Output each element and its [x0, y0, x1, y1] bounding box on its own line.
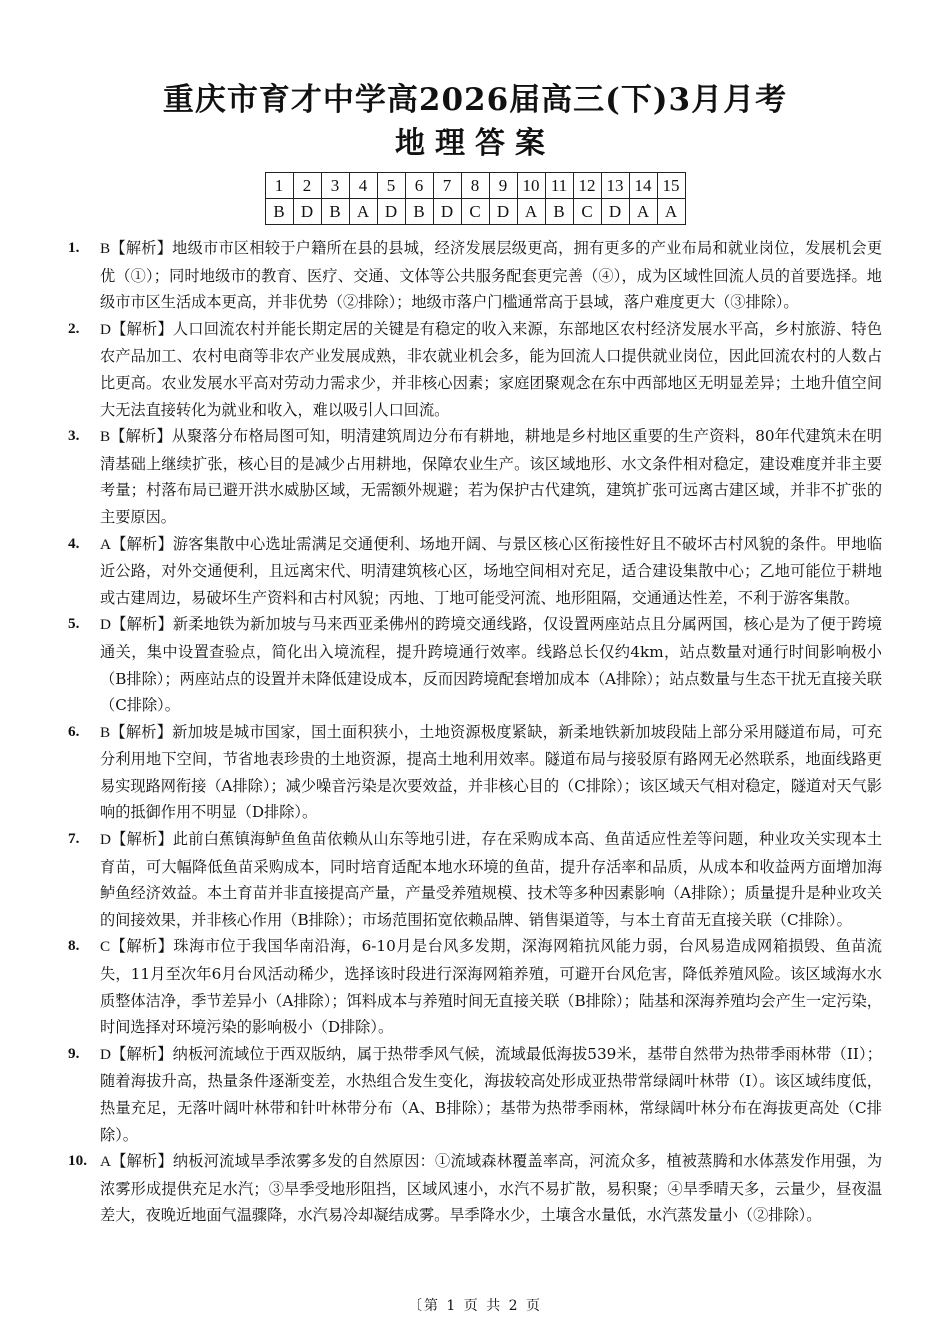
item-explanation-text: 【解析】新加坡是城市国家，国土面积狭小，土地资源极度紧缺，新柔地铁新加坡段陆上部分采用隧道布局，可充分利用地下空间，节省地表珍贵的土地资源，提高土地利用效率。隧道布局与接驳原有路网无必然联系，地面线路更易实现路网衔接（A排除）；减少噪音污染是次要效益，并非核心目的（C排除）；该区域天气相对稳定，隧道对天气影响的抵御作用不明显（D排除）。: [100, 722, 882, 822]
answer-cell: D: [489, 199, 517, 225]
item-number: 1.: [68, 239, 80, 256]
item-number: 10.: [68, 1152, 87, 1170]
question-number-cell: 7: [433, 173, 461, 199]
answer-cell: B: [545, 199, 573, 225]
page-title: 重庆市育才中学高2026届高三(下)3月月考: [162, 82, 788, 118]
item-answer: B: [100, 428, 111, 446]
question-number-cell: 11: [545, 173, 573, 199]
question-number-cell: 14: [629, 173, 657, 199]
explanation-item: [68, 531, 882, 612]
item-answer: D: [100, 320, 111, 338]
question-number-cell: 10: [517, 173, 545, 199]
explanation-list: [68, 235, 882, 1229]
answer-cell: A: [517, 199, 545, 225]
explanation-item: [68, 316, 882, 423]
explanation-item: [68, 423, 882, 530]
item-answer: D: [100, 831, 111, 849]
answer-cell: C: [573, 199, 601, 225]
item-explanation-text: 【解析】纳板河流域位于西双版纳，属于热带季风气候，流域最低海拔539米，基带自然带为热带季雨林带（II）；随着海拔升高，热量条件逐渐变差，水热组合发生变化，海拔较高处形成亚热带常绿阔叶林带（I）。该区域纬度低，热量充足，无落叶阔叶林带和针叶林带分布（A、B排除）；基带为热带季雨林，常绿阔叶林分布在海拔更高处（C排除）。: [100, 1044, 882, 1144]
item-answer: A: [100, 1153, 111, 1171]
item-answer: D: [100, 616, 111, 634]
question-number-cell: 4: [349, 173, 377, 199]
question-number-cell: 6: [405, 173, 433, 199]
page-footer: 〔第 1 页 共 2 页: [407, 1298, 543, 1314]
item-explanation-text: 【解析】地级市市区相较于户籍所在县的县城，经济发展层级更高，拥有更多的产业布局和就业岗位，发展机会更优（①）；同时地级市的教育、医疗、交通、文体等公共服务配套更完善（④），成为区域性回流人员的首要选择。地级市市区生活成本更高，并非优势（②排除）；地级市落户门槛通常高于县域，落户难度更大（③排除）。: [100, 239, 882, 312]
item-explanation-text: 【解析】新柔地铁为新加坡与马来西亚柔佛州的跨境交通线路，仅设置两座站点且分属两国，核心是为了便于跨境通关，集中设置查验点，简化出入境流程，提升跨境通行效率。线路总长仅约4km，站点数量对通行时间影响极小（B排除）；两座站点的设置并未降低建设成本，反而因跨境配套增加成本（A排除）；站点数量与生态干扰无直接关联（C排除）。: [100, 615, 882, 715]
item-number: 8.: [68, 937, 80, 955]
item-explanation-text: 【解析】从聚落分布格局图可知，明清建筑周边分布有耕地，耕地是乡村地区重要的生产资料，80年代建筑未在明清基础上继续扩张，核心目的是减少占用耕地，保障农业生产。该区域地形、水文条件相对稳定，建设难度并非主要考量；村落布局已避开洪水威胁区域，无需额外规避；若为保护古代建筑，建筑扩张可远离古建区域，并非不扩张的主要原因。: [100, 427, 882, 526]
item-number: 2.: [68, 319, 80, 337]
item-number: 9.: [68, 1044, 80, 1062]
answer-cell: D: [293, 199, 321, 225]
page-subtitle: 地理答案: [395, 126, 555, 161]
question-number-cell: 8: [461, 173, 489, 199]
item-answer: B: [100, 723, 111, 741]
explanation-item: [68, 1148, 882, 1229]
answer-cell: B: [321, 199, 349, 225]
question-number-cell: 12: [573, 173, 601, 199]
item-explanation-text: 【解析】此前白蕉镇海鲈鱼鱼苗依赖从山东等地引进，存在采购成本高、鱼苗适应性差等问题，种业攻关实现本土育苗，可大幅降低鱼苗采购成本，同时培育适配本地水环境的鱼苗，提升存活率和品质，从成本和收益两方面增加海鲈鱼经济效益。本土育苗并非直接提高产量，产量受养殖规模、技术等多种因素影响（A排除）；质量提升是种业攻关的间接效果，并非核心作用（B排除）；市场范围拓宽依赖品牌、销售渠道等，与本土育苗无直接关联（C排除）。: [100, 830, 882, 929]
question-number-cell: 2: [293, 173, 321, 199]
question-number-cell: 9: [489, 173, 517, 199]
question-number-cell: 15: [657, 173, 685, 199]
answer-table-answer-row: [265, 199, 685, 225]
item-answer: D: [100, 1045, 111, 1063]
item-number: 3.: [68, 427, 80, 445]
answer-cell: B: [405, 199, 433, 225]
answer-cell: D: [601, 199, 629, 225]
question-number-cell: 3: [321, 173, 349, 199]
item-number: 6.: [68, 722, 80, 740]
answer-cell: B: [265, 199, 293, 225]
item-number: 7.: [68, 830, 80, 848]
answer-cell: D: [433, 199, 461, 225]
item-explanation-text: 【解析】人口回流农村并能长期定居的关键是有稳定的收入来源，东部地区农村经济发展水平高，乡村旅游、特色农产品加工、农村电商等非农产业发展成熟，非农就业机会多，能为回流人口提供就业岗位，因此回流农村的人数占比更高。农业发展水平高对劳动力需求少，并非核心因素；家庭团聚观念在东中西部地区无明显差异；土地升值空间大无法直接转化为就业和收入，难以吸引人口回流。: [100, 319, 882, 419]
answer-cell: D: [377, 199, 405, 225]
answer-cell: A: [629, 199, 657, 225]
answer-table: [265, 172, 686, 225]
question-number-cell: 13: [601, 173, 629, 199]
explanation-item: [68, 611, 882, 718]
explanation-item: [68, 826, 882, 933]
item-explanation-text: 【解析】游客集散中心选址需满足交通便利、场地开阔、与景区核心区衔接性好且不破坏古村风貌的条件。甲地临近公路，对外交通便利，且远离宋代、明清建筑核心区，场地空间相对充足，适合建设集散中心；乙地可能位于耕地或古建周边，易破坏生产资料和古村风貌；丙地、丁地可能受河流、地形阻隔，交通通达性差，不利于游客集散。: [100, 534, 882, 607]
item-answer: B: [100, 240, 111, 257]
item-explanation-text: 【解析】珠海市位于我国华南沿海，6-10月是台风多发期，深海网箱抗风能力弱，台风易造成网箱损毁、鱼苗流失，11月至次年6月台风活动稀少，选择该时段进行深海网箱养殖，可避开台风危害，降低养殖风险。该区域海水水质整体洁净，季节差异小（A排除）；饵料成本与养殖时间无直接关联（B排除）；陆基和深海养殖均会产生一定污染，时间选择对环境污染的影响极小（D排除）。: [100, 937, 882, 1037]
explanation-item: [68, 719, 882, 826]
item-number: 5.: [68, 615, 80, 633]
item-answer: A: [100, 535, 111, 553]
answer-cell: A: [657, 199, 685, 225]
question-number-cell: 5: [377, 173, 405, 199]
answer-table-number-row: [265, 173, 685, 199]
answer-cell: C: [461, 199, 489, 225]
item-number: 4.: [68, 534, 80, 552]
explanation-item: [68, 235, 882, 316]
item-answer: C: [100, 938, 111, 956]
explanation-item: [68, 933, 882, 1040]
explanation-item: [68, 1041, 882, 1148]
question-number-cell: 1: [265, 173, 293, 199]
item-explanation-text: 【解析】纳板河流域旱季浓雾多发的自然原因：①流域森林覆盖率高，河流众多，植被蒸腾和水体蒸发作用强，为浓雾形成提供充足水汽；③旱季受地形阻挡，区域风速小，水汽不易扩散，易积聚；④旱季晴天多，云量少，昼夜温差大，夜晚近地面气温骤降，水汽易冷却凝结成雾。旱季降水少，土壤含水量低，水汽蒸发量小（②排除）。: [100, 1152, 882, 1225]
answer-cell: A: [349, 199, 377, 225]
